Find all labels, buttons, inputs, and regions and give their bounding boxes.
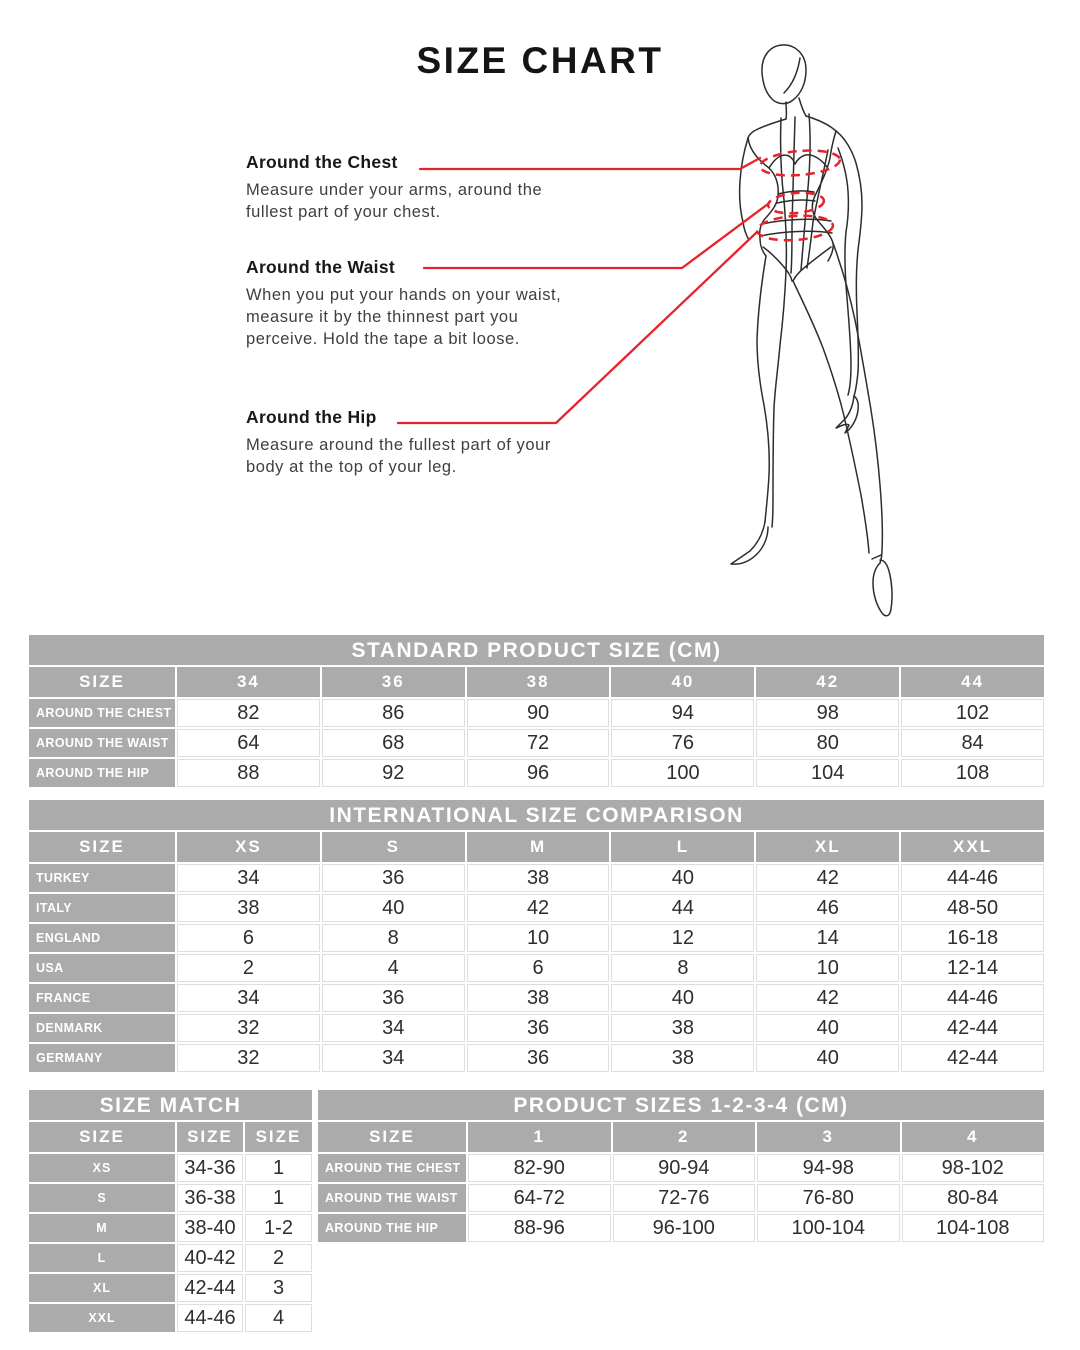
row-label: ITALY <box>29 894 175 922</box>
row-label: ENGLAND <box>29 924 175 952</box>
data-cell: 90 <box>467 699 610 727</box>
table-title: SIZE MATCH <box>29 1090 312 1120</box>
data-cell: 34 <box>177 864 320 892</box>
data-cell: 36 <box>467 1014 610 1042</box>
data-cell: 94 <box>611 699 754 727</box>
header-cell: M <box>467 832 610 862</box>
data-cell: 90-94 <box>613 1154 756 1182</box>
data-cell: 102 <box>901 699 1044 727</box>
data-cell: 88-96 <box>468 1214 611 1242</box>
data-cell: 38 <box>467 864 610 892</box>
data-cell: 16-18 <box>901 924 1044 952</box>
data-cell: 104-108 <box>902 1214 1045 1242</box>
data-cell: 42-44 <box>177 1274 243 1302</box>
guide-heading-chest: Around the Chest <box>246 152 398 172</box>
data-cell: 4 <box>245 1304 312 1332</box>
data-cell: 36-38 <box>177 1184 243 1212</box>
header-cell: XL <box>756 832 899 862</box>
guide-text-line: measure it by the thinnest part you <box>246 308 519 326</box>
data-cell: 2 <box>177 954 320 982</box>
data-cell: 42 <box>756 864 899 892</box>
data-cell: 10 <box>467 924 610 952</box>
guide-text-line: Measure around the fullest part of your <box>246 436 551 454</box>
data-cell: 36 <box>322 864 465 892</box>
guide-text-line: fullest part of your chest. <box>246 203 441 221</box>
data-cell: 72-76 <box>613 1184 756 1212</box>
row-label: AROUND THE CHEST <box>29 699 175 727</box>
header-cell: SIZE <box>245 1122 312 1152</box>
header-cell: 34 <box>177 667 320 697</box>
data-cell: 42-44 <box>901 1014 1044 1042</box>
header-cell: 38 <box>467 667 610 697</box>
data-cell: 68 <box>322 729 465 757</box>
row-label: DENMARK <box>29 1014 175 1042</box>
table-product-sizes <box>318 1090 1044 1242</box>
data-cell: 32 <box>177 1014 320 1042</box>
header-cell: SIZE <box>29 1122 175 1152</box>
header-cell: XXL <box>901 832 1044 862</box>
data-cell: 8 <box>322 924 465 952</box>
data-cell: 94-98 <box>757 1154 900 1182</box>
header-cell: SIZE <box>29 667 175 697</box>
header-cell: 4 <box>902 1122 1045 1152</box>
row-label: XXL <box>29 1304 175 1332</box>
data-cell: 100 <box>611 759 754 787</box>
data-cell: 6 <box>467 954 610 982</box>
guide-heading-hip: Around the Hip <box>246 407 377 427</box>
header-cell: S <box>322 832 465 862</box>
data-cell: 44-46 <box>901 864 1044 892</box>
row-label: AROUND THE WAIST <box>29 729 175 757</box>
row-label: FRANCE <box>29 984 175 1012</box>
guide-text-line: perceive. Hold the tape a bit loose. <box>246 330 520 348</box>
table-title: PRODUCT SIZES 1-2-3-4 (CM) <box>318 1090 1044 1120</box>
data-cell: 86 <box>322 699 465 727</box>
data-cell: 14 <box>756 924 899 952</box>
row-label: S <box>29 1184 175 1212</box>
header-cell: SIZE <box>318 1122 466 1152</box>
table-title: STANDARD PRODUCT SIZE (CM) <box>29 635 1044 665</box>
data-cell: 76 <box>611 729 754 757</box>
row-label: M <box>29 1214 175 1242</box>
guide-text-line: Measure under your arms, around the <box>246 181 543 199</box>
header-cell: 36 <box>322 667 465 697</box>
guide-text-line: body at the top of your leg. <box>246 458 457 476</box>
data-cell: 96-100 <box>613 1214 756 1242</box>
header-cell: 40 <box>611 667 754 697</box>
data-cell: 12-14 <box>901 954 1044 982</box>
data-cell: 84 <box>901 729 1044 757</box>
data-cell: 82 <box>177 699 320 727</box>
data-cell: 80-84 <box>902 1184 1045 1212</box>
data-cell: 38-40 <box>177 1214 243 1242</box>
table-international-size-comparison <box>29 800 1044 1072</box>
data-cell: 10 <box>756 954 899 982</box>
croquis-sketch <box>731 45 892 616</box>
data-cell: 34 <box>322 1044 465 1072</box>
data-cell: 100-104 <box>757 1214 900 1242</box>
table-size-match <box>29 1090 312 1332</box>
data-cell: 42-44 <box>901 1044 1044 1072</box>
data-cell: 38 <box>467 984 610 1012</box>
data-cell: 44 <box>611 894 754 922</box>
page-title: SIZE CHART <box>416 40 664 81</box>
row-label: AROUND THE WAIST <box>318 1184 466 1212</box>
data-cell: 46 <box>756 894 899 922</box>
data-cell: 88 <box>177 759 320 787</box>
header-cell: 2 <box>613 1122 756 1152</box>
row-label: AROUND THE HIP <box>318 1214 466 1242</box>
data-cell: 1 <box>245 1184 312 1212</box>
data-cell: 36 <box>467 1044 610 1072</box>
data-cell: 42 <box>756 984 899 1012</box>
row-label: AROUND THE HIP <box>29 759 175 787</box>
data-cell: 40 <box>756 1044 899 1072</box>
table-standard-product-size <box>29 635 1044 787</box>
row-label: USA <box>29 954 175 982</box>
data-cell: 1 <box>245 1154 312 1182</box>
data-cell: 1-2 <box>245 1214 312 1242</box>
data-cell: 82-90 <box>468 1154 611 1182</box>
data-cell: 92 <box>322 759 465 787</box>
header-cell: SIZE <box>177 1122 243 1152</box>
data-cell: 48-50 <box>901 894 1044 922</box>
guide-block-hip <box>246 407 676 478</box>
data-cell: 76-80 <box>757 1184 900 1212</box>
data-cell: 36 <box>322 984 465 1012</box>
data-cell: 40 <box>611 984 754 1012</box>
data-cell: 34 <box>177 984 320 1012</box>
data-cell: 64 <box>177 729 320 757</box>
header-cell: 42 <box>756 667 899 697</box>
header-cell: 3 <box>757 1122 900 1152</box>
data-cell: 44-46 <box>901 984 1044 1012</box>
data-cell: 80 <box>756 729 899 757</box>
guide-block-waist <box>246 257 676 350</box>
data-cell: 98 <box>756 699 899 727</box>
guide-heading-waist: Around the Waist <box>246 257 396 277</box>
data-cell: 108 <box>901 759 1044 787</box>
data-cell: 12 <box>611 924 754 952</box>
header-cell: 1 <box>468 1122 611 1152</box>
guide-text-line: When you put your hands on your waist, <box>246 286 562 304</box>
data-cell: 8 <box>611 954 754 982</box>
data-cell: 6 <box>177 924 320 952</box>
row-label: XS <box>29 1154 175 1182</box>
data-cell: 96 <box>467 759 610 787</box>
data-cell: 72 <box>467 729 610 757</box>
row-label: L <box>29 1244 175 1272</box>
row-label: XL <box>29 1274 175 1302</box>
guide-block-chest <box>246 152 676 223</box>
header-cell: 44 <box>901 667 1044 697</box>
data-cell: 40 <box>756 1014 899 1042</box>
header-cell: L <box>611 832 754 862</box>
data-cell: 40 <box>322 894 465 922</box>
data-cell: 44-46 <box>177 1304 243 1332</box>
data-cell: 40 <box>611 864 754 892</box>
data-cell: 64-72 <box>468 1184 611 1212</box>
data-cell: 34 <box>322 1014 465 1042</box>
data-cell: 2 <box>245 1244 312 1272</box>
data-cell: 104 <box>756 759 899 787</box>
header-cell: XS <box>177 832 320 862</box>
data-cell: 38 <box>177 894 320 922</box>
data-cell: 3 <box>245 1274 312 1302</box>
data-cell: 38 <box>611 1044 754 1072</box>
row-label: TURKEY <box>29 864 175 892</box>
data-cell: 40-42 <box>177 1244 243 1272</box>
data-cell: 34-36 <box>177 1154 243 1182</box>
row-label: AROUND THE CHEST <box>318 1154 466 1182</box>
hip-ellipse <box>756 213 833 242</box>
row-label: GERMANY <box>29 1044 175 1072</box>
header-cell: SIZE <box>29 832 175 862</box>
data-cell: 42 <box>467 894 610 922</box>
data-cell: 4 <box>322 954 465 982</box>
data-cell: 38 <box>611 1014 754 1042</box>
data-cell: 98-102 <box>902 1154 1045 1182</box>
data-cell: 32 <box>177 1044 320 1072</box>
table-title: INTERNATIONAL SIZE COMPARISON <box>29 800 1044 830</box>
